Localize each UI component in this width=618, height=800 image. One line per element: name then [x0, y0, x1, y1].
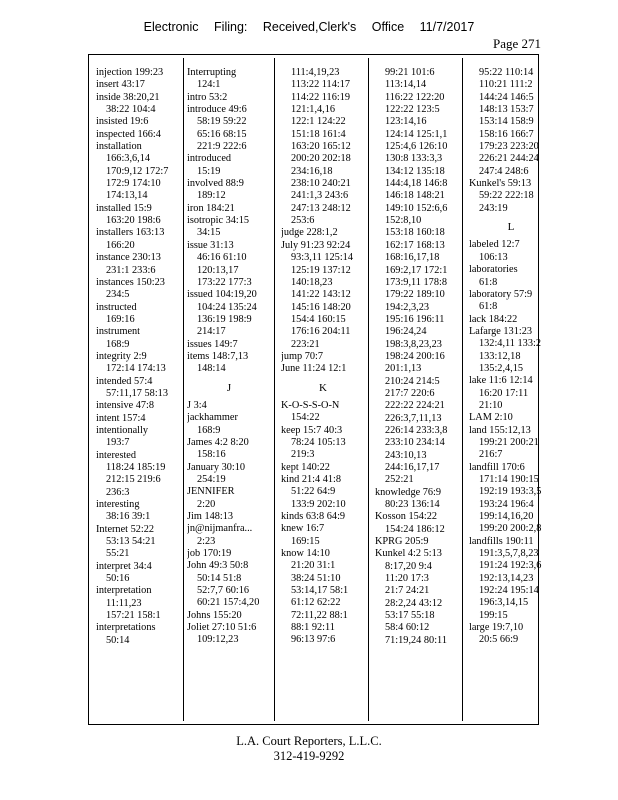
index-continuation: 116:22 122:20 — [385, 91, 445, 103]
index-entry: LAM 2:10 — [469, 412, 513, 424]
index-continuation: 61:8 — [479, 276, 498, 288]
index-continuation: 176:16 204:11 — [291, 326, 351, 338]
index-continuation: 104:24 135:24 — [197, 301, 257, 313]
index-continuation: 226:14 233:3,8 — [385, 424, 448, 436]
index-entry: interesting — [96, 499, 140, 511]
index-continuation: 21:7 24:21 — [385, 585, 430, 597]
index-entry: labeled 12:7 — [469, 239, 520, 251]
index-continuation: 153:18 160:18 — [385, 227, 445, 239]
index-entry: know 14:10 — [281, 548, 330, 560]
index-entry: isotropic 34:15 — [187, 215, 250, 227]
index-continuation: 21:20 31:1 — [291, 560, 336, 572]
index-continuation: 195:16 196:11 — [385, 313, 445, 325]
index-continuation: 158:16 — [197, 449, 226, 461]
index-continuation: 21:10 — [479, 399, 503, 411]
index-continuation: 169:15 — [291, 535, 320, 547]
index-continuation: 169:2,17 172:1 — [385, 264, 448, 276]
index-continuation: 88:1 92:11 — [291, 622, 335, 634]
index-continuation: 46:16 61:10 — [197, 252, 247, 264]
index-continuation: 61:12 62:22 — [291, 597, 341, 609]
index-entry: interpret 34:4 — [96, 560, 152, 572]
index-entry: jump 70:7 — [281, 350, 324, 362]
column-divider — [368, 58, 369, 721]
index-continuation: 196:3,14,15 — [479, 597, 529, 609]
index-continuation: 122:22 123:5 — [385, 104, 440, 116]
index-continuation: 179:23 223:20 — [479, 141, 539, 153]
index-entry: jackhammer — [187, 412, 238, 424]
index-continuation: 8:17,20 9:4 — [385, 560, 432, 572]
index-entry: landfills 190:11 — [469, 535, 534, 547]
index-continuation: 110:21 111:2 — [479, 79, 533, 91]
index-entry: introduce 49:6 — [187, 104, 247, 116]
index-entry: lack 184:22 — [469, 313, 518, 325]
index-entry: issues 149:7 — [187, 338, 238, 350]
index-entry: Jim 148:13 — [187, 511, 234, 523]
index-entry: laboratories — [469, 264, 518, 276]
index-continuation: 247:13 248:12 — [291, 202, 351, 214]
index-continuation: 212:15 219:6 — [106, 474, 161, 486]
index-continuation: 168:16,17,18 — [385, 252, 440, 264]
header-date: 11/7/2017 — [419, 20, 475, 34]
index-continuation: 122:1 124:22 — [291, 116, 346, 128]
index-continuation: 244:16,17,17 — [385, 462, 440, 473]
index-entry: January 30:10 — [187, 461, 246, 473]
index-entry: J 3:4 — [187, 399, 207, 411]
index-entry: large 19:7,10 — [469, 622, 524, 634]
section-letter: K — [319, 381, 327, 394]
index-entry: Kosson 154:22 — [375, 511, 438, 523]
index-entry: installation — [96, 141, 142, 153]
index-continuation: 157:21 158:1 — [106, 610, 161, 622]
index-continuation: 216:7 — [479, 449, 503, 461]
index-continuation: 199:21 200:21 — [479, 436, 539, 448]
index-continuation: 144:24 146:5 — [479, 91, 534, 103]
index-entry: Kunkel 4:2 5:13 — [375, 548, 442, 560]
index-entry: intentionally — [96, 424, 149, 436]
index-continuation: 158:16 166:7 — [479, 128, 534, 140]
index-continuation: 136:19 198:9 — [197, 313, 252, 325]
index-continuation: 78:24 105:13 — [291, 436, 346, 448]
index-entry: issue 31:13 — [187, 239, 234, 251]
index-continuation: 199:20 200:2,8 — [479, 523, 542, 535]
index-entry: landfill 170:6 — [469, 461, 525, 473]
index-continuation: 253:6 — [291, 215, 315, 227]
index-continuation: 59:22 222:18 — [479, 190, 534, 202]
index-continuation: 93:3,11 125:14 — [291, 252, 353, 264]
index-continuation: 170:9,12 172:7 — [106, 165, 169, 177]
index-continuation: 219:3 — [291, 449, 315, 461]
index-continuation: 65:16 68:15 — [197, 128, 247, 140]
index-entry: intended 57:4 — [96, 375, 153, 387]
index-continuation: 241:1,3 243:6 — [291, 190, 349, 202]
index-continuation: 53:13 54:21 — [106, 536, 156, 548]
index-continuation: 123:14,16 — [385, 116, 427, 128]
index-continuation: 223:21 — [291, 338, 320, 350]
index-continuation: 252:21 — [385, 474, 414, 486]
index-entry: instructed — [96, 301, 137, 313]
index-continuation: 34:15 — [197, 227, 221, 239]
index-continuation: 133:12,18 — [479, 350, 521, 362]
index-continuation: 151:18 161:4 — [291, 128, 346, 140]
index-entry: John 49:3 50:8 — [187, 560, 249, 572]
index-continuation: 51:22 64:9 — [291, 486, 336, 498]
index-continuation: 135:2,4,15 — [479, 362, 524, 374]
index-continuation: 192:24 195:14 — [479, 585, 539, 597]
index-entry: Lafarge 131:23 — [469, 325, 532, 337]
index-entry: Internet 52:22 — [96, 523, 155, 535]
index-continuation: 243:19 — [479, 202, 508, 214]
index-entry: laboratory 57:9 — [469, 288, 533, 300]
index-continuation: 11:20 17:3 — [385, 573, 429, 585]
index-continuation: 61:8 — [479, 301, 498, 313]
index-continuation: 38:16 39:1 — [106, 511, 151, 523]
index-continuation: 172:14 174:13 — [106, 363, 166, 375]
index-continuation: 192:13,14,23 — [479, 572, 534, 584]
index-continuation: 162:17 168:13 — [385, 239, 445, 251]
index-continuation: 243:10,13 — [385, 449, 427, 461]
index-continuation: 234:16,18 — [291, 165, 333, 177]
index-continuation: 191:3,5,7,8,23 — [479, 548, 539, 560]
index-continuation: 132:4,11 133:2 — [479, 338, 541, 350]
index-entry: JENNIFER — [187, 486, 235, 498]
index-continuation: 72:11,22 88:1 — [291, 609, 348, 621]
index-continuation: 50:14 51:8 — [197, 572, 242, 584]
index-continuation: 57:11,17 58:13 — [106, 387, 168, 399]
index-entry: insert 43:17 — [96, 79, 145, 91]
index-continuation: 199:15 — [479, 609, 508, 621]
footer-phone: 312-419-9292 — [273, 749, 345, 763]
index-entry: introduced — [187, 153, 232, 165]
index-continuation: 50:14 — [106, 634, 130, 646]
index-entry: kept 140:22 — [281, 461, 330, 473]
index-entry: lake 11:6 12:14 — [469, 375, 533, 387]
index-continuation: 145:16 148:20 — [291, 301, 351, 313]
index-entry: injection 199:23 — [96, 67, 164, 78]
index-continuation: 231:1 233:6 — [106, 264, 156, 276]
index-entry: land 155:12,13 — [469, 424, 531, 436]
index-entry: interested — [96, 449, 137, 461]
index-continuation: 199:14,16,20 — [479, 511, 534, 523]
index-continuation: 168:9 — [197, 424, 221, 436]
index-continuation: 179:22 189:10 — [385, 289, 445, 301]
index-continuation: 16:20 17:11 — [479, 387, 529, 399]
index-continuation: 125:19 137:12 — [291, 264, 351, 276]
index-frame — [88, 54, 542, 725]
index-continuation: 58:19 59:22 — [197, 116, 247, 128]
index-continuation: 236:3 — [106, 486, 130, 498]
index-continuation: 166:20 — [106, 239, 135, 251]
index-continuation: 141:22 143:12 — [291, 289, 351, 301]
index-continuation: 55:21 — [106, 548, 130, 560]
index-entry: insisted 19:6 — [96, 116, 149, 128]
section-letter: L — [507, 221, 515, 234]
index-entry: knew 16:7 — [281, 523, 325, 535]
index-entry: instances 150:23 — [96, 276, 165, 288]
index-entry: Kunkel's 59:13 — [469, 178, 532, 190]
index-continuation: 58:4 60:12 — [385, 622, 430, 634]
column-divider — [462, 58, 463, 721]
footer-company: L.A. Court Reporters, L.L.C. — [236, 734, 382, 748]
index-continuation: 226:3,7,11,13 — [385, 412, 442, 424]
index-continuation: 140:18,23 — [291, 276, 333, 288]
index-entry: intent 157:4 — [96, 412, 146, 424]
index-entry: instrument — [96, 326, 141, 338]
index-entry: James 4:2 8:20 — [187, 436, 249, 448]
index-continuation: 130:8 133:3,3 — [385, 153, 443, 165]
index-continuation: 226:21 244:24 — [479, 153, 539, 165]
index-continuation: 210:24 214:5 — [385, 375, 440, 387]
index-continuation: 191:24 192:3,6 — [479, 560, 542, 572]
index-entry: installers 163:13 — [96, 227, 165, 239]
index-continuation: 124:1 — [197, 79, 221, 91]
index-continuation: 124:14 125:1,1 — [385, 128, 448, 140]
index-continuation: 50:16 — [106, 573, 130, 585]
index-entry: items 148:7,13 — [187, 350, 249, 362]
index-continuation: 149:10 152:6,6 — [385, 202, 448, 214]
index-continuation: 198:3,8,23,23 — [385, 338, 442, 350]
index-continuation: 234:5 — [106, 289, 130, 301]
index-continuation: 193:24 196:4 — [479, 498, 534, 510]
index-continuation: 154:22 — [291, 412, 320, 424]
index-continuation: 134:12 135:18 — [385, 165, 445, 177]
index-entry: kind 21:4 41:8 — [281, 474, 342, 485]
index-continuation: 121:1,4,16 — [291, 104, 336, 116]
header-filing: Filing: — [214, 20, 248, 34]
index-continuation: 201:1,13 — [385, 363, 422, 375]
index-continuation: 200:20 202:18 — [291, 153, 351, 165]
index-continuation: 193:7 — [106, 437, 130, 449]
section-letter: J — [226, 381, 232, 394]
index-continuation: 189:12 — [197, 190, 226, 202]
index-continuation: 146:18 148:21 — [385, 190, 445, 202]
index-continuation: 96:13 97:6 — [291, 634, 336, 646]
column-divider — [183, 58, 184, 721]
index-continuation: 163:20 165:12 — [291, 141, 351, 153]
index-entry: interpretation — [96, 585, 152, 597]
index-entry: July 91:23 92:24 — [281, 239, 351, 251]
index-continuation: 118:24 185:19 — [106, 462, 166, 473]
index-entry: interpretations — [96, 622, 156, 634]
index-continuation: 28:2,24 43:12 — [385, 597, 443, 609]
index-entry: inside 38:20,21 — [96, 91, 160, 103]
index-continuation: 53:14,17 58:1 — [291, 585, 349, 597]
index-entry: involved 88:9 — [187, 178, 244, 190]
index-entry: kinds 63:8 64:9 — [281, 511, 346, 523]
index-continuation: 11:11,23 — [106, 597, 142, 609]
index-continuation: 172:9 174:10 — [106, 178, 161, 190]
index-continuation: 60:21 157:4,20 — [197, 597, 260, 609]
index-continuation: 109:12,23 — [197, 634, 239, 646]
index-entry: installed 15:9 — [96, 202, 152, 214]
index-column-3 — [281, 67, 365, 647]
index-entry: judge 228:1,2 — [281, 227, 338, 239]
index-continuation: 133:9 202:10 — [291, 498, 346, 510]
index-column-5 — [469, 67, 553, 647]
index-continuation: 106:13 — [479, 251, 508, 263]
index-continuation: 174:13,14 — [106, 190, 148, 202]
index-continuation: 144:4,18 146:8 — [385, 178, 448, 190]
index-continuation: 38:22 104:4 — [106, 104, 156, 116]
index-continuation: 194:2,3,23 — [385, 301, 430, 313]
index-continuation: 113:14,14 — [385, 79, 427, 91]
header-office: Office — [371, 20, 405, 34]
header-received: Received,Clerk's — [262, 20, 357, 34]
index-continuation: 168:9 — [106, 338, 130, 350]
column-divider — [274, 58, 275, 721]
index-entry: instance 230:13 — [96, 252, 161, 264]
index-continuation: 2:23 — [197, 535, 216, 547]
index-continuation: 169:16 — [106, 313, 135, 325]
index-continuation: 111:4,19,23 — [291, 67, 340, 78]
index-continuation: 2:20 — [197, 498, 216, 510]
index-continuation: 214:17 — [197, 326, 226, 338]
index-entry: intensive 47:8 — [96, 400, 155, 412]
index-entry: inspected 166:4 — [96, 128, 161, 140]
index-continuation: 173:22 177:3 — [197, 276, 252, 288]
index-continuation: 52:7,7 60:16 — [197, 585, 250, 597]
index-continuation: 15:19 — [197, 165, 221, 177]
index-entry: KPRG 205:9 — [375, 536, 429, 548]
index-continuation: 173:9,11 178:8 — [385, 276, 447, 288]
index-continuation: 114:22 116:19 — [291, 91, 351, 103]
index-entry: Johns 155:20 — [187, 609, 242, 621]
index-continuation: 254:19 — [197, 474, 226, 485]
index-entry: keep 15:7 40:3 — [281, 424, 343, 436]
index-continuation: 120:13,17 — [197, 264, 239, 276]
index-continuation: 53:17 55:18 — [385, 610, 435, 622]
index-column-4 — [375, 67, 459, 647]
page-number: Page 271 — [493, 36, 542, 51]
index-continuation: 247:4 248:6 — [479, 165, 529, 177]
index-entry: K-O-S-S-O-N — [281, 399, 340, 411]
index-continuation: 198:24 200:16 — [385, 350, 445, 362]
index-entry: Joliet 27:10 51:6 — [187, 622, 257, 634]
index-continuation: 196:24,24 — [385, 326, 427, 338]
index-continuation: 38:24 51:10 — [291, 572, 341, 584]
index-continuation: 221:9 222:6 — [197, 141, 247, 153]
index-continuation: 238:10 240:21 — [291, 178, 351, 190]
index-continuation: 95:22 110:14 — [479, 67, 534, 78]
index-continuation: 148:14 — [197, 363, 226, 375]
index-continuation: 152:8,10 — [385, 215, 422, 227]
index-continuation: 153:14 158:9 — [479, 116, 534, 128]
index-continuation: 113:22 114:17 — [291, 79, 351, 91]
index-continuation: 125:4,6 126:10 — [385, 141, 448, 153]
index-entry: jn@nijmanfra... — [187, 523, 253, 535]
index-continuation: 80:23 136:14 — [385, 499, 440, 511]
index-continuation: 163:20 198:6 — [106, 215, 161, 227]
index-column-2 — [187, 67, 271, 647]
index-continuation: 166:3,6,14 — [106, 153, 151, 165]
index-continuation: 148:13 153:7 — [479, 104, 534, 116]
index-continuation: 99:21 101:6 — [385, 67, 435, 78]
index-continuation: 71:19,24 80:11 — [385, 634, 447, 646]
index-continuation: 20:5 66:9 — [479, 634, 519, 646]
index-entry: Interrupting — [187, 67, 237, 78]
index-continuation: 154:24 186:12 — [385, 523, 445, 535]
index-continuation: 154:4 160:15 — [291, 313, 346, 325]
index-entry: intro 53:2 — [187, 91, 228, 103]
index-continuation: 222:22 224:21 — [385, 400, 445, 412]
index-entry: integrity 2:9 — [96, 350, 147, 362]
index-column-1 — [96, 67, 180, 647]
index-continuation: 233:10 234:14 — [385, 437, 445, 449]
header-electronic: Electronic — [143, 20, 199, 34]
index-continuation: 217:7 220:6 — [385, 387, 435, 399]
index-entry: issued 104:19,20 — [187, 289, 257, 301]
index-entry: knowledge 76:9 — [375, 486, 442, 498]
index-entry: June 11:24 12:1 — [281, 363, 347, 375]
index-entry: job 170:19 — [187, 548, 232, 560]
index-continuation: 192:19 193:3,5 — [479, 486, 542, 498]
index-entry: iron 184:21 — [187, 202, 235, 214]
filing-header — [0, 20, 618, 34]
index-continuation: 171:14 190:15 — [479, 474, 539, 485]
